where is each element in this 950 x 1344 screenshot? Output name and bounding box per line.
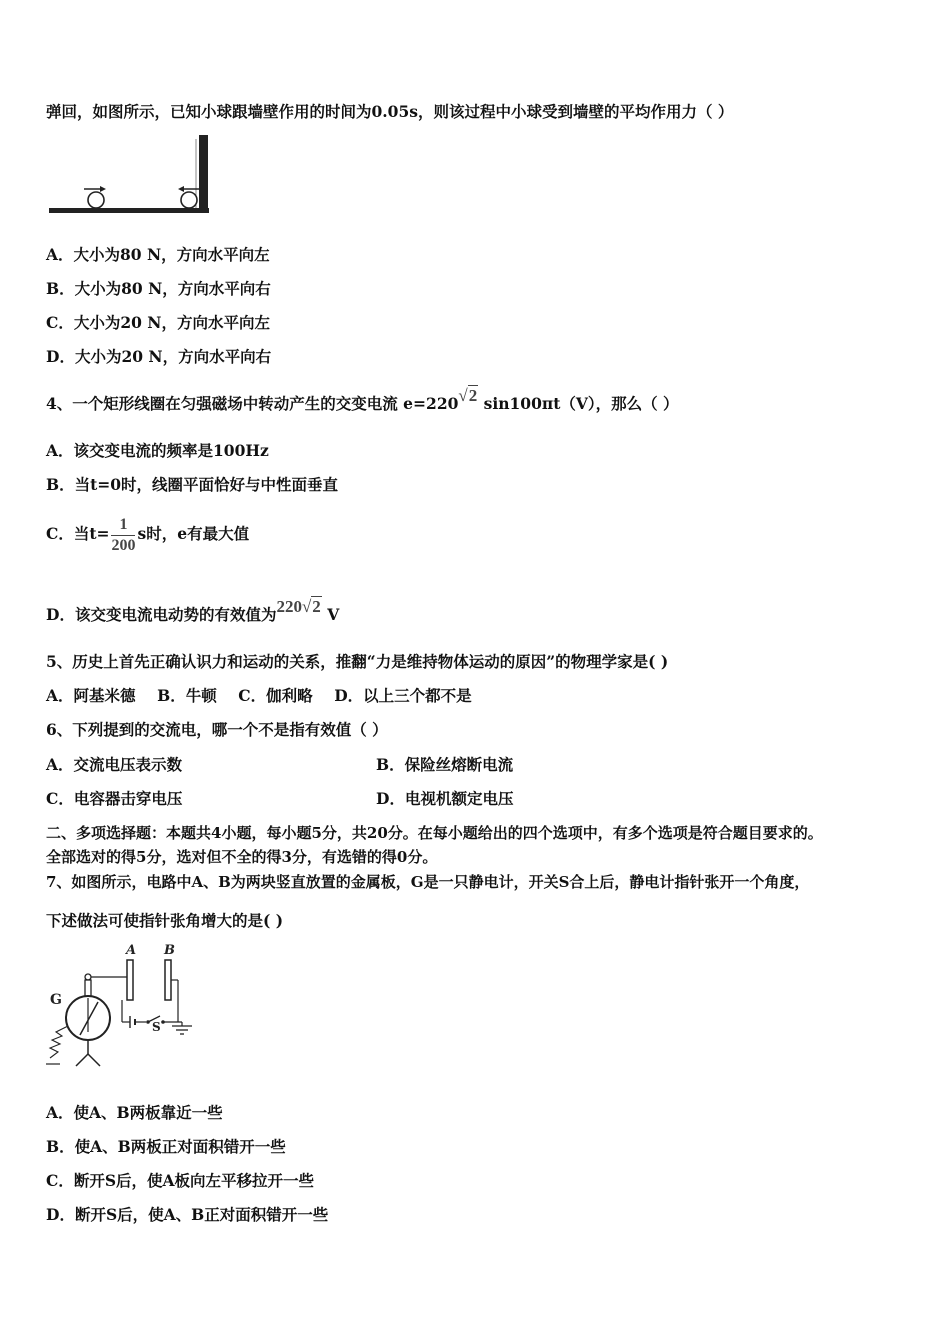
q7-stem-line1: 7、如图所示，电路中A、B为两块竖直放置的金属板，G是一只静电计，开关S合上后，静电计指针张开一个角度， xyxy=(46,873,810,891)
q3-stem: 弹回，如图所示，已知小球跟墙壁作用的时间为0.05s，则该过程中小球受到墙壁的平均作用力（ ） xyxy=(46,102,734,121)
q3-option-a: A．大小为80 N，方向水平向左 xyxy=(46,245,270,264)
q7-stem-line2: 下述做法可使指针张角增大的是( ) xyxy=(46,911,284,930)
q4-option-c-suffix: s时，e有最大值 xyxy=(137,524,250,543)
label-s: S xyxy=(152,1020,161,1034)
label-b: B xyxy=(164,943,175,958)
sqrt-two: √2 xyxy=(458,386,478,405)
ground-line xyxy=(49,208,209,213)
ball-wall-figure xyxy=(46,133,216,221)
q4-stem-suffix: sin100πt（V），那么（ ） xyxy=(478,394,679,413)
q6-option-a: A．交流电压表示数 xyxy=(46,755,183,774)
ball-left xyxy=(88,192,104,208)
q7-option-a: A．使A、B两板靠近一些 xyxy=(46,1103,223,1122)
arrow-left-icon xyxy=(178,186,200,192)
q4-stem xyxy=(46,386,679,414)
q5-stem: 5、历史上首先正确认识力和运动的关系，推翻“力是维持物体运动的原因”的物理学家是( ) xyxy=(46,652,669,671)
q6-option-c: C．电容器击穿电压 xyxy=(46,789,183,808)
section2-heading-line2: 全部选对的得5分，选对但不全的得3分，有选错的得0分。 xyxy=(46,848,438,866)
q7-option-d: D．断开S后，使A、B正对面积错开一些 xyxy=(46,1205,329,1224)
q4-option-b: B．当t=0时，线圈平面恰好与中性面垂直 xyxy=(46,475,339,494)
q3-option-b: B．大小为80 N，方向水平向右 xyxy=(46,279,271,298)
q4-option-d-suffix: V xyxy=(321,605,340,624)
effective-value: 220√2 xyxy=(276,597,321,616)
q4-stem-prefix: 4、一个矩形线圈在匀强磁场中转动产生的交变电流 e=220 xyxy=(46,394,459,413)
plate-a xyxy=(127,960,133,1000)
q6-option-b: B．保险丝熔断电流 xyxy=(376,755,514,774)
q4-option-d-prefix: D．该交变电流电动势的有效值为 xyxy=(46,605,277,624)
q7-option-b: B．使A、B两板正对面积错开一些 xyxy=(46,1137,286,1156)
q7-option-c: C．断开S后，使A板向左平移拉开一些 xyxy=(46,1171,315,1190)
ball-right xyxy=(181,192,197,208)
q5-options: A．阿基米德 B．牛顿 C．伽利略 D．以上三个都不是 xyxy=(46,686,472,705)
section2-heading-line1: 二、多项选择题：本题共4小题，每小题5分，共20分。在每小题给出的四个选项中，有多个选项是符合题目要求的。 xyxy=(46,824,823,842)
electrometer-circuit-figure xyxy=(42,940,202,1072)
q4-option-c xyxy=(46,512,249,556)
q3-option-d: D．大小为20 N，方向水平向右 xyxy=(46,347,272,366)
q4-option-d xyxy=(46,597,340,625)
q4-option-c-prefix: C．当t= xyxy=(46,524,110,543)
label-g: G xyxy=(50,992,62,1008)
ground-icon xyxy=(172,1026,192,1034)
label-a: A xyxy=(126,943,137,958)
q4-option-a: A．该交变电流的频率是100Hz xyxy=(46,441,269,460)
arrow-right-icon xyxy=(84,186,106,192)
plate-b xyxy=(165,960,171,1000)
q6-stem: 6、下列提到的交流电，哪一个不是指有效值（ ） xyxy=(46,720,388,739)
fraction: $\frac{1}{200}$ xyxy=(111,515,136,554)
q6-option-d: D．电视机额定电压 xyxy=(376,789,514,808)
wall xyxy=(199,135,208,213)
q3-option-c: C．大小为20 N，方向水平向左 xyxy=(46,313,270,332)
